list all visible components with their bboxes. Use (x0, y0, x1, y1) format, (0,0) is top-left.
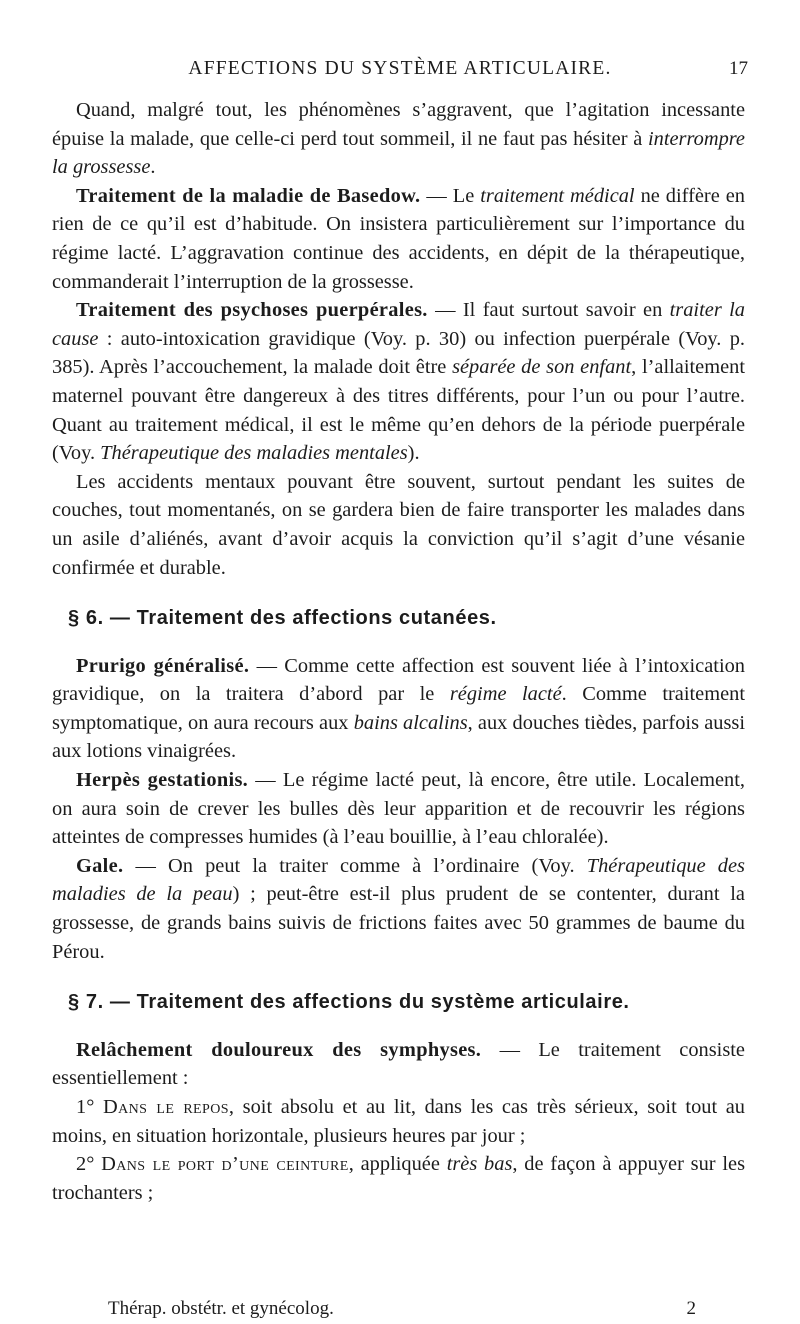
text-run: — Le traitement consiste essentiellement : (52, 1038, 745, 1090)
paragraph-basedow (52, 182, 745, 296)
signature-mark: 2 (686, 1298, 696, 1319)
text-run: — Il faut surtout savoir en (427, 299, 670, 322)
page-header (52, 58, 748, 86)
italic-run: Thérapeutique des maladies de la peau (52, 854, 745, 906)
italic-run: séparée de son enfant (452, 356, 632, 379)
text-run: , de façon à appuyer sur les trochanters ; (52, 1153, 746, 1204)
text-run: — Le (420, 184, 481, 207)
paragraph-relachement (52, 1036, 745, 1093)
text-run: ). (407, 442, 420, 465)
run-in-heading-prurigo: Prurigo généralisé. (76, 654, 250, 677)
body-text (52, 96, 745, 1207)
run-in-heading-psychoses: Traitement des psychoses puerpérales. (76, 299, 428, 322)
text-run: — Comme cette affection est souvent liée à l’intoxication gravidique, on la traitera d’abord par le (52, 654, 746, 706)
italic-run: Thérapeutique des maladies mentales (100, 442, 408, 465)
italic-run: très bas (446, 1153, 513, 1176)
text-run: , soit absolu et au lit, dans les cas très sérieux, soit tout au moins, en situation horizontale, plusieurs heures par jour ; (52, 1096, 746, 1147)
text-run: — On peut la traiter comme à l’ordinaire (Voy. (123, 854, 587, 877)
item-number: 2° (76, 1153, 102, 1176)
text-run: ) ; peut-être est-il plus prudent de se contenter, durant la grossesse, de grands bains suivis de frictions faites avec 50 grammes de baume du Pérou. (52, 883, 745, 963)
text-run: ne diffère en rien de ce qu’il est d’habitude. On insistera particulièrement sur l’importance du régime lacté. L’aggravation continue des accidents, en dépit de la thérapeutique, commanderait l’interruption de la grossesse. (52, 184, 745, 293)
text-run: — Le régime lacté peut, là encore, être utile. Localement, on aura soin de crever les bulles dès leur apparition et de recouvrir les régions atteintes de compresses humides (à l’eau bouillie, à l’eau chloralée). (52, 769, 745, 849)
paragraph-gale (52, 852, 745, 966)
running-head: AFFECTIONS DU SYSTÈME ARTICULAIRE. (188, 58, 612, 79)
paragraph-accidents-mentaux (52, 468, 745, 582)
run-in-heading-relachement: Relâchement douloureux des symphyses. (76, 1038, 482, 1061)
section-heading-6: § 6. — Traitement des affections cutanées. (68, 607, 497, 630)
run-in-heading-herpes: Herpès gestationis. (76, 769, 249, 792)
run-in-heading-basedow: Traitement de la maladie de Basedow. (76, 184, 421, 207)
italic-run: traiter la cause (52, 299, 745, 350)
italic-run: interrompre la grossesse (52, 127, 745, 179)
item-number: 1° (76, 1096, 103, 1118)
text-run: , appliquée (348, 1153, 447, 1176)
smallcaps-run: Dans le port d’une ceinture (101, 1153, 349, 1176)
smallcaps-run: Dans le repos (103, 1096, 229, 1118)
text-run: . (150, 156, 156, 179)
italic-run: bains alcalins (353, 711, 468, 734)
text-run: , l’allaitement maternel pouvant être dangereux à des titres différents, pour l’un ou pour l’autre. Quant au traitement médical, il est le même qu’en dehors de la période puerpérale (Voy. (52, 356, 746, 465)
list-item-ceinture (52, 1150, 745, 1207)
paragraph-psychoses (52, 296, 745, 468)
italic-run: régime lacté (449, 683, 562, 706)
run-in-heading-gale: Gale. (76, 854, 124, 877)
paragraph-grossesse (52, 96, 745, 182)
page-number: 17 (729, 58, 748, 79)
text-run: Quand, malgré tout, les phénomènes s’aggravent, que l’agitation incessante épuise la malade, que celle-ci perd tout sommeil, il ne faut pas hésiter à (52, 99, 745, 150)
paragraph-herpes (52, 766, 745, 852)
text-run: : auto-intoxication gravidique (Voy. p. 30) ou infection puerpérale (Voy. p. 385). Après l’accouchement, la malade doit être (52, 327, 745, 379)
text-run: Les accidents mentaux pouvant être souvent, surtout pendant les suites de couches, tout momentanés, on se gardera bien de faire transporter les malades dans un asile d’aliénés, avant d’avoir acquis la conviction qu’il s’agit d’une vésanie confirmée et durable. (52, 470, 745, 579)
text-run: , aux douches tièdes, parfois aussi aux lotions vinaigrées. (52, 711, 745, 763)
list-item-repos (52, 1093, 745, 1150)
section-heading-7: § 7. — Traitement des affections du système articulaire. (68, 991, 630, 1014)
paragraph-prurigo (52, 652, 745, 766)
signature-line: Thérap. obstétr. et gynécolog. (108, 1298, 334, 1319)
italic-run: traitement médical (480, 184, 635, 207)
text-run: . Comme traitement symptomatique, on aura recours aux (52, 683, 745, 734)
